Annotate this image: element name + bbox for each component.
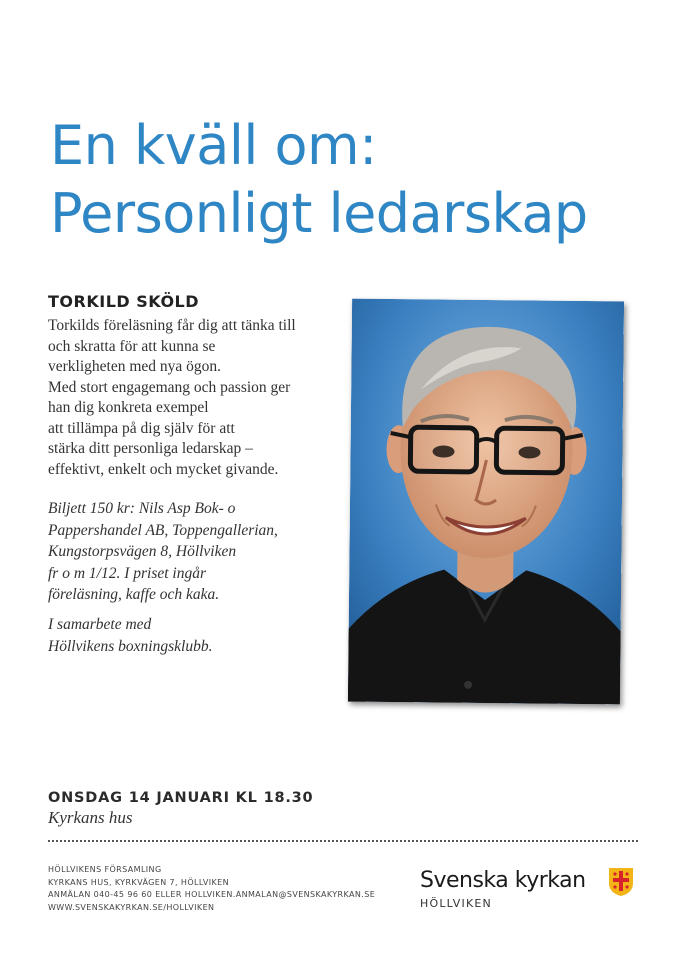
bio-line: att tillämpa på dig själv för att bbox=[48, 419, 235, 437]
collab-line: Höllvikens boxningsklubb. bbox=[48, 637, 213, 655]
footer-line: WWW.SVENSKAKYRKAN.SE/HOLLVIKEN bbox=[48, 902, 215, 912]
bio-line: Torkilds föreläsning får dig att tänka till bbox=[48, 317, 296, 334]
ticket-line: Biljett 150 kr: Nils Asp Bok- o bbox=[48, 500, 236, 517]
speaker-name: TORKILD SKÖLD bbox=[48, 292, 200, 311]
collaboration-note bbox=[48, 614, 348, 657]
logo-name: Svenska kyrkan bbox=[420, 868, 586, 893]
event-venue: Kyrkans hus bbox=[48, 808, 133, 827]
dotted-divider bbox=[48, 840, 638, 842]
bio-line: Med stort engagemang och passion ger bbox=[48, 378, 291, 396]
logo-parish: HÖLLVIKEN bbox=[420, 897, 492, 910]
speaker-photo bbox=[348, 299, 624, 705]
title-line-1: En kväll om: bbox=[50, 114, 377, 177]
ticket-info bbox=[48, 498, 348, 606]
church-cross-shield-icon bbox=[608, 867, 634, 897]
bio-line: verkligheten med nya ögon. bbox=[48, 358, 222, 375]
svenska-kyrkan-logo bbox=[420, 864, 640, 916]
speaker-bio bbox=[48, 316, 348, 480]
ticket-line: Kungstorpsvägen 8, Höllviken bbox=[48, 543, 237, 560]
title-line-2: Personligt ledarskap bbox=[50, 182, 588, 245]
footer-line: ANMÄLAN 040-45 96 60 ELLER HOLLVIKEN.ANMALAN@SVENSKAKYRKAN.SE bbox=[48, 890, 376, 899]
page-title bbox=[50, 112, 588, 248]
footer-line: KYRKANS HUS, KYRKVÄGEN 7, HÖLLVIKEN bbox=[48, 877, 229, 887]
event-date: ONSDAG 14 JANUARI KL 18.30 bbox=[48, 790, 314, 806]
collab-line: I samarbete med bbox=[48, 616, 152, 633]
footer-line: HÖLLVIKENS FÖRSAMLING bbox=[48, 865, 162, 874]
bio-line: effektivt, enkelt och mycket givande. bbox=[48, 460, 279, 478]
ticket-line: föreläsning, kaffe och kaka. bbox=[48, 586, 220, 603]
bio-line: stärka ditt personliga ledarskap – bbox=[48, 440, 253, 457]
bio-line: och skratta för att kunna se bbox=[48, 337, 216, 355]
footer-contact bbox=[48, 864, 375, 914]
ticket-line: fr o m 1/12. I priset ingår bbox=[48, 564, 207, 582]
portrait-illustration bbox=[348, 299, 624, 705]
bio-line: han dig konkreta exempel bbox=[48, 399, 209, 416]
ticket-line: Pappershandel AB, Toppengallerian, bbox=[48, 521, 278, 539]
